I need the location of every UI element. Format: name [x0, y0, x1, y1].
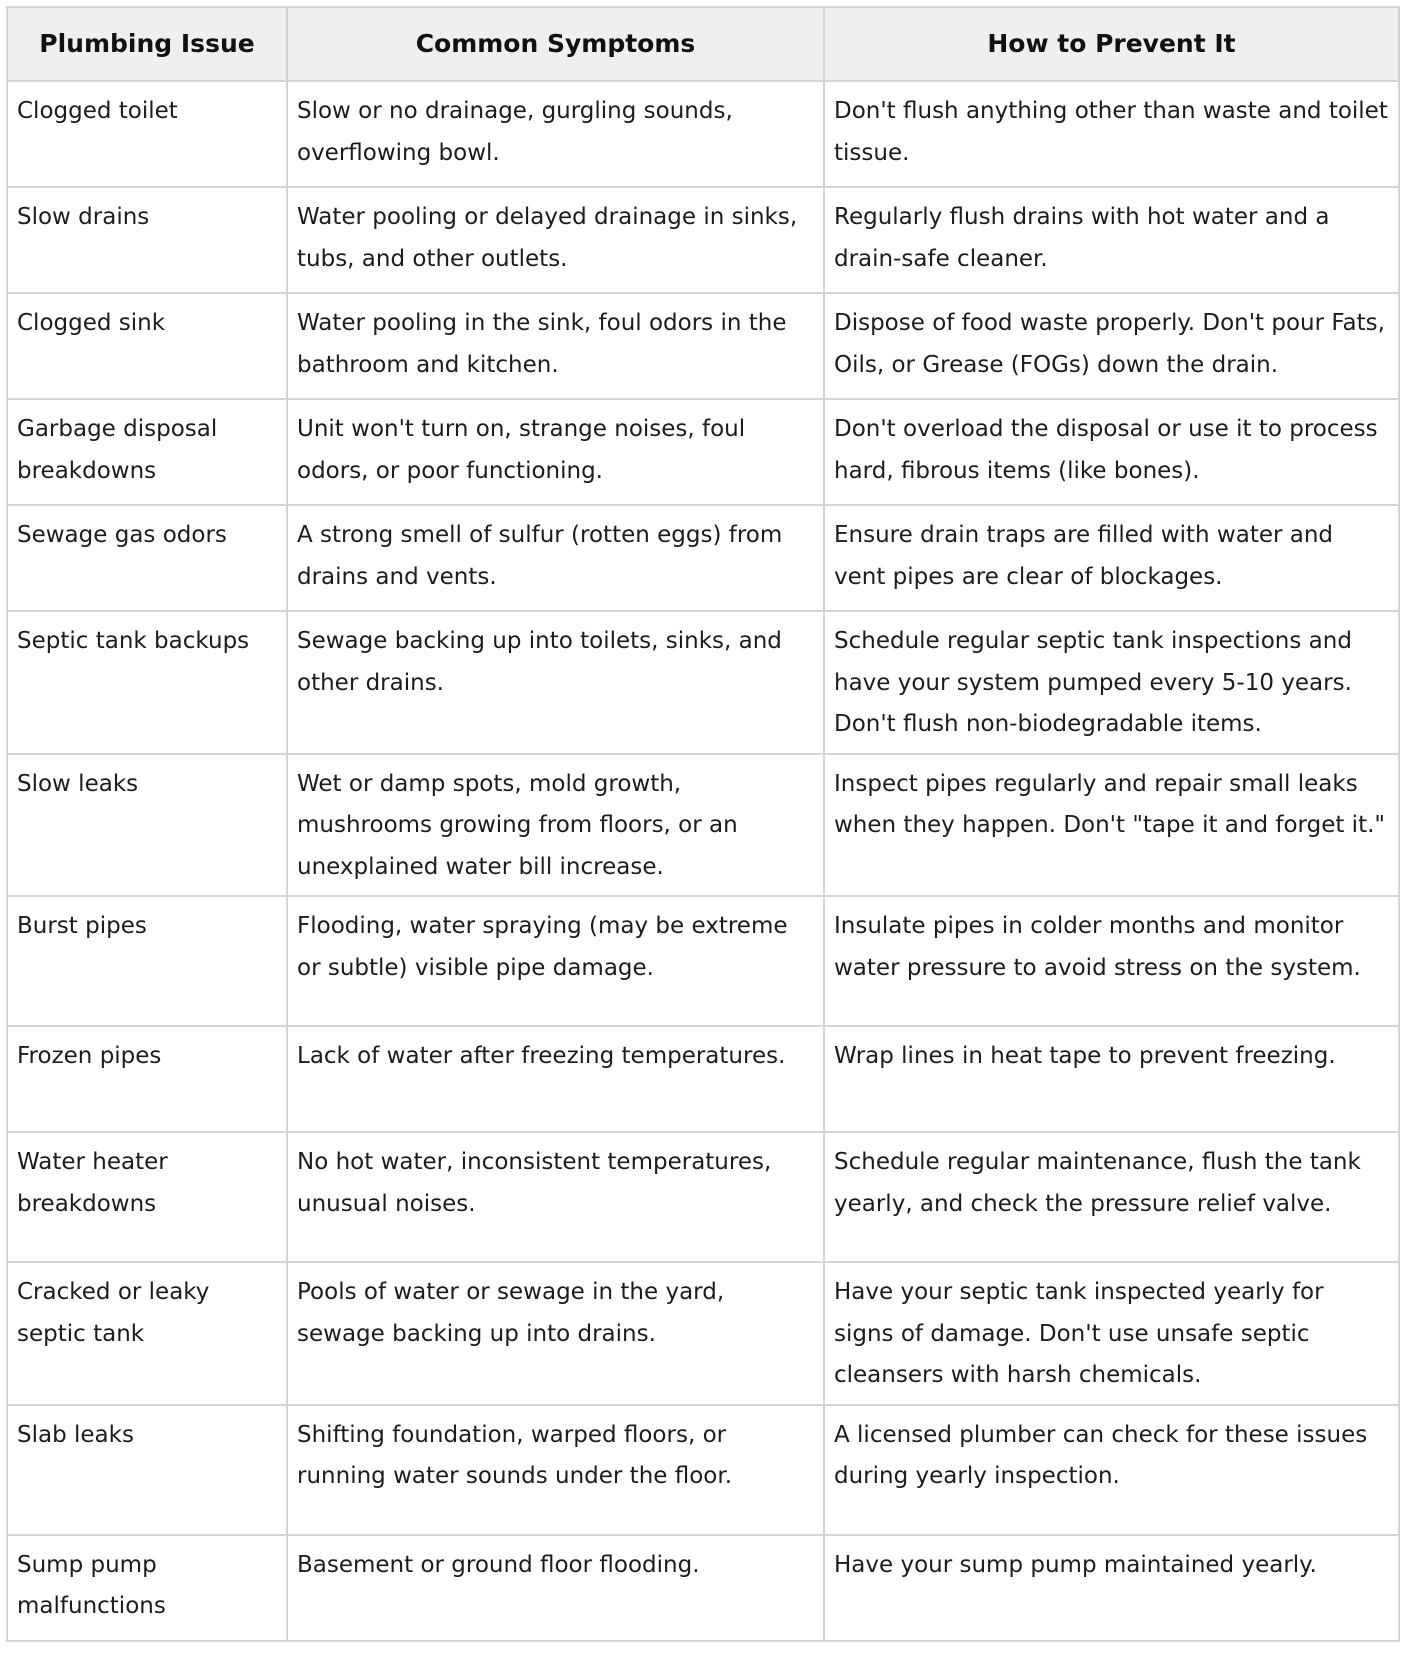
prevention-cell: Dispose of food waste properly. Don't pour Fats, Oils, or Grease (FOGs) down the drain. — [824, 293, 1399, 399]
prevention-cell: Don't flush anything other than waste and toilet tissue. — [824, 81, 1399, 187]
prevention-cell: Insulate pipes in colder months and monitor water pressure to avoid stress on the system. — [824, 896, 1399, 1026]
issue-cell: Sump pump malfunctions — [7, 1535, 287, 1641]
table-row — [7, 1132, 1399, 1262]
symptoms-cell: Wet or damp spots, mold growth, mushrooms growing from floors, or an unexplained water bill increase. — [287, 754, 824, 897]
prevention-cell: Have your septic tank inspected yearly for signs of damage. Don't use unsafe septic cleansers with harsh chemicals. — [824, 1262, 1399, 1405]
table-row — [7, 293, 1399, 399]
issue-cell: Slow leaks — [7, 754, 287, 897]
symptoms-cell: Shifting foundation, warped floors, or running water sounds under the floor. — [287, 1405, 824, 1535]
table-row — [7, 896, 1399, 1026]
issue-cell: Sewage gas odors — [7, 505, 287, 611]
table-row — [7, 1026, 1399, 1132]
prevention-cell: Wrap lines in heat tape to prevent freezing. — [824, 1026, 1399, 1132]
table-row — [7, 1405, 1399, 1535]
header-plumbing-issue: Plumbing Issue — [7, 7, 287, 81]
table-row — [7, 754, 1399, 897]
symptoms-cell: Slow or no drainage, gurgling sounds, overflowing bowl. — [287, 81, 824, 187]
issue-cell: Water heater breakdowns — [7, 1132, 287, 1262]
prevention-cell: A licensed plumber can check for these issues during yearly inspection. — [824, 1405, 1399, 1535]
issue-cell: Slab leaks — [7, 1405, 287, 1535]
symptoms-cell: Pools of water or sewage in the yard, sewage backing up into drains. — [287, 1262, 824, 1405]
symptoms-cell: Water pooling or delayed drainage in sinks, tubs, and other outlets. — [287, 187, 824, 293]
symptoms-cell: Basement or ground floor flooding. — [287, 1535, 824, 1641]
issue-cell: Septic tank backups — [7, 611, 287, 754]
table-row — [7, 187, 1399, 293]
symptoms-cell: A strong smell of sulfur (rotten eggs) from drains and vents. — [287, 505, 824, 611]
symptoms-cell: Water pooling in the sink, foul odors in the bathroom and kitchen. — [287, 293, 824, 399]
issue-cell: Cracked or leaky septic tank — [7, 1262, 287, 1405]
symptoms-cell: Unit won't turn on, strange noises, foul odors, or poor functioning. — [287, 399, 824, 505]
issue-cell: Burst pipes — [7, 896, 287, 1026]
issue-cell: Clogged toilet — [7, 81, 287, 187]
prevention-cell: Schedule regular septic tank inspections and have your system pumped every 5-10 years. Don't flush non-biodegradable items. — [824, 611, 1399, 754]
table-row — [7, 505, 1399, 611]
symptoms-cell: No hot water, inconsistent temperatures, unusual noises. — [287, 1132, 824, 1262]
table-header-row — [7, 7, 1399, 81]
plumbing-issues-table — [6, 6, 1400, 1642]
issue-cell: Clogged sink — [7, 293, 287, 399]
table-row — [7, 1262, 1399, 1405]
symptoms-cell: Sewage backing up into toilets, sinks, and other drains. — [287, 611, 824, 754]
prevention-cell: Inspect pipes regularly and repair small leaks when they happen. Don't "tape it and forget it." — [824, 754, 1399, 897]
symptoms-cell: Flooding, water spraying (may be extreme or subtle) visible pipe damage. — [287, 896, 824, 1026]
prevention-cell: Schedule regular maintenance, flush the tank yearly, and check the pressure relief valve. — [824, 1132, 1399, 1262]
issue-cell: Garbage disposal breakdowns — [7, 399, 287, 505]
table-row — [7, 399, 1399, 505]
symptoms-cell: Lack of water after freezing temperatures. — [287, 1026, 824, 1132]
plumbing-issues-table-container — [6, 6, 1398, 1642]
prevention-cell: Don't overload the disposal or use it to process hard, fibrous items (like bones). — [824, 399, 1399, 505]
issue-cell: Slow drains — [7, 187, 287, 293]
header-how-to-prevent: How to Prevent It — [824, 7, 1399, 81]
prevention-cell: Have your sump pump maintained yearly. — [824, 1535, 1399, 1641]
table-row — [7, 611, 1399, 754]
prevention-cell: Ensure drain traps are filled with water and vent pipes are clear of blockages. — [824, 505, 1399, 611]
table-row — [7, 1535, 1399, 1641]
prevention-cell: Regularly flush drains with hot water and a drain-safe cleaner. — [824, 187, 1399, 293]
header-common-symptoms: Common Symptoms — [287, 7, 824, 81]
table-row — [7, 81, 1399, 187]
issue-cell: Frozen pipes — [7, 1026, 287, 1132]
